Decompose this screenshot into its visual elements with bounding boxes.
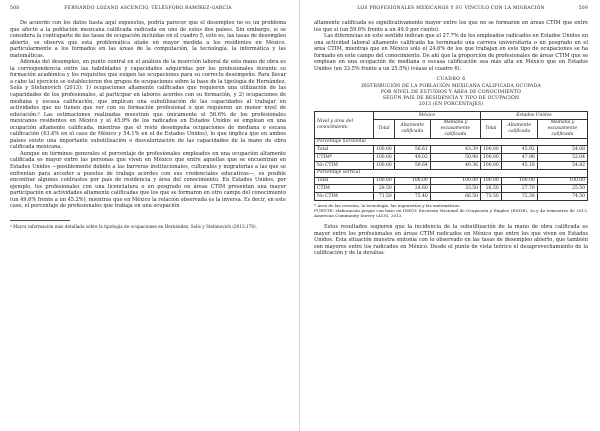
subheader-total: Total <box>374 119 395 138</box>
table-label: CUADRO 6 <box>436 77 466 83</box>
table-cell: 75.40 <box>394 193 430 201</box>
table-row <box>315 162 588 170</box>
row-label: Total <box>315 177 374 185</box>
table-cell: 28.50 <box>374 185 395 193</box>
row-label: Total <box>315 146 374 154</box>
stub-header: Nivel y área del conocimiento <box>315 111 374 138</box>
row-label: No CTIM <box>315 193 374 201</box>
right-page-number: 509 <box>578 6 588 11</box>
table-cell: 50.98 <box>430 154 480 162</box>
table-header-row <box>315 111 588 119</box>
country-header-mexico: México <box>374 111 481 119</box>
table-cell: 72.30 <box>501 193 537 201</box>
table-cell: 40.36 <box>430 162 480 170</box>
right-paragraph-2: Las diferencias en este sentido indican que el 27.7% de los empleados radicados en Estados Unidos en una actividad laboral altamente calificada ha terminado una carrera universitaria o un posgrado en el área CTIM, mientras que en México sólo el 24.6% de los que trabajan en este tipo de ocupaciones se ha formado en este campo del conocimiento. De ahí que la proporción de profesionales de áreas CTIM que se emplean en una ocupación de mediana o escasa calificación sea más alta en México que en Estados Unidos (un 33.5% frente a un 25.5%) (véase el cuadro 6). <box>314 33 588 72</box>
section-label: Porcentaje horizontal <box>315 138 588 146</box>
table-cell: 54.82 <box>537 162 587 170</box>
section-row <box>315 138 588 146</box>
left-running-head: FERNANDO LOZANO ASCENCIO, TELÉSFORO RAMÍREZ-GARCÍA <box>64 6 232 11</box>
table-cell: 100.00 <box>501 177 537 185</box>
table-row <box>315 185 588 193</box>
table-cell: 100.00 <box>394 177 430 185</box>
left-page-number: 508 <box>10 6 20 11</box>
data-table <box>314 111 588 201</box>
table-cell: 52.04 <box>537 154 587 162</box>
right-page <box>300 0 600 431</box>
table-cell: 100.00 <box>480 146 501 154</box>
table-row <box>315 177 588 185</box>
country-header-usa: Estados Unidos <box>480 111 587 119</box>
left-paragraph-2: Además del desempleo, un punto central en el análisis de la inserción laboral de esta mano de obra es la correspondencia entre las habilidades y capacidades adquiridas por los profesionales durante su formación académica y los requisitos que exigen las ocupaciones para su correcto desempeño. Para llevar a cabo tal ejercicio se establecieron dos grupos de ocupaciones sobre la base de la tipología de Hernández, Solís y Stefanovich (2013): 1) ocupaciones altamente calificadas que requieren una utilización de las capacidades de los profesionales, al participar en labores acordes con su formación, y 2) ocupaciones de mediana y escasa calificación, que implican una subutilización de las capacidades al trabajar en actividades que no tienen que ver con su formación profesional o que requieren un menor nivel de educación.⁸ Las estimaciones realizadas muestran que únicamente el 56.6% de los profesionales mexicanos residentes en México y el 45.9% de los radicados en Estados Unidos se emplean en una ocupación altamente calificada, mientras que el resto desempeña ocupaciones de mediana o escasa calificación (43.4% en el caso de México y 54.1% en el de Estados Unidos), lo que implica que en ambos países existe una importante subutilización o desvalorización de las capacidades de la mano de obra calificada mexicana. <box>10 59 286 151</box>
table-title-line: DISTRIBUCIÓN DE LA POBLACIÓN MEXICANA CALIFICADA OCUPADA <box>361 83 541 89</box>
table-cell: 100.00 <box>374 177 395 185</box>
right-header <box>314 6 588 20</box>
table-cell: 45.18 <box>501 162 537 170</box>
subheader-medium: Mediana y escasamente calificada <box>430 119 480 138</box>
subheader-high: Altamente calificada <box>394 119 430 138</box>
footnote: ⁸ Mayor información más detallada sobre la tipología de ocupaciones en Hernández, Solís y Stefanovich (2013:176). <box>10 223 257 229</box>
table-cell: 47.96 <box>501 154 537 162</box>
table-cell: 100.00 <box>480 162 501 170</box>
subheader-total: Total <box>480 119 501 138</box>
subheader-medium: Mediana y escasamente calificada <box>537 119 587 138</box>
table-cell: 49.02 <box>394 154 430 162</box>
table-cell: 100.00 <box>374 154 395 162</box>
table-cell: 100.00 <box>374 162 395 170</box>
row-label: CTIM <box>315 185 374 193</box>
table-cell: 56.61 <box>394 146 430 154</box>
table-row <box>315 154 588 162</box>
table-title-line: SEGÚN PAÍS DE RESIDENCIA Y TIPO DE OCUPACIÓN <box>382 95 520 101</box>
table-cell: 73.50 <box>480 193 501 201</box>
left-paragraph-3: Aunque en términos generales el porcentaje de profesionales empleados en una ocupación altamente calificada es mayor entre las personas que viven en México que entre aquellas que se encuentran en Estados Unidos —posiblemente debido a las barreras institucionales, culturales y migratorias a las que se enfrentan para acceder a puestos de trabajo acordes con sus credenciales educativas—, es posible encontrar algunos contrastes por país de residencia y área del conocimiento. En Estados Unidos, por ejemplo, los profesionales con una licenciatura o un posgrado en áreas CTIM presentan una mayor participación en actividades altamente calificadas que los que se formaron en otro campo del conocimiento (un 49.6% frente a un 45.2%), mientras que en México la relación observada es la inversa. Es decir, en este caso, el porcentaje de profesionales que trabaja en una ocupación <box>10 150 286 210</box>
table-note-source: FUENTE: elaboración propia con base en INEGI: Encuesta Nacional de Ocupación y Empleo (ENOE), 3a y 4o trimestres de 2013, American Community Survey (ACS), 2013. <box>314 208 588 219</box>
table-cell: 27.70 <box>501 185 537 193</box>
subheader-high: Altamente calificada <box>501 119 537 138</box>
table-notes <box>314 203 588 218</box>
table-cell: 100.00 <box>480 177 501 185</box>
right-paragraph-3: Estos resultados sugieren que la incidencia de la subutilización de la mano de obra calificada es mayor entre los profesionales en áreas CTIM radicados en México que entre los que viven en Estados Unidos. Esta situación muestra sintonía con lo observado en las tasas de desempleo abierto, que también son mayores entre los radicados en México. Desde el punto de vista teórico el desaprovechamiento de la calificación y de la devalua- <box>314 224 588 257</box>
right-paragraph-1: altamente calificada es significativamente mayor entre los que no se formaron en áreas CTIM que entre los que sí (un 59.6% frente a un 49.0 por ciento). <box>314 20 588 33</box>
table-title-line: 2013 (EN PORCENTAJES) <box>418 101 484 107</box>
table-cell: 26.50 <box>480 185 501 193</box>
table-cell: 54.08 <box>537 146 587 154</box>
section-row <box>315 169 588 177</box>
row-label: CTIM* <box>315 154 374 162</box>
table-row <box>315 193 588 201</box>
table-cell: 100.00 <box>480 154 501 162</box>
right-running-head: LOS PROFESIONALES MEXICANOS Y SU VÍNCULO CON LA MIGRACIÓN <box>357 6 545 11</box>
table-cell: 25.50 <box>537 185 587 193</box>
table-title-line: POR NIVEL DE ESTUDIOS Y ÁREA DE CONOCIMIENTO <box>380 89 522 95</box>
table-cell: 71.50 <box>374 193 395 201</box>
left-paragraph-1: De acuerdo con los datos hasta aquí expuestos, podría parecer que el desempleo no es un problema que afecte a la población mexicana calificada radicada en uno de estos dos países. Sin embargo, si se considera la contraparte de las tasas de ocupación incluidas en el cuadro 5, esto es, las tasas de desempleo abierto, se observa que esta problemática atañe en mayor medida a los residentes en México, particularmente a los formados en las áreas de la computación, la tecnología, la informática y las matemáticas. <box>10 20 286 59</box>
table-caption <box>314 77 588 108</box>
table-cell: 59.64 <box>394 162 430 170</box>
table-cell: 74.50 <box>537 193 587 201</box>
table-cell: 100.00 <box>430 177 480 185</box>
table-cell: 66.50 <box>430 193 480 201</box>
left-header <box>10 6 286 20</box>
table-cell: 100.00 <box>537 177 587 185</box>
table-cell: 43.39 <box>430 146 480 154</box>
table-cell: 24.60 <box>394 185 430 193</box>
row-label: No CTIM <box>315 162 374 170</box>
table-cell: 33.50 <box>430 185 480 193</box>
table-note-ctim: * Área de las ciencias, la tecnología, las ingenierías y las matemáticas. <box>314 202 461 208</box>
table-cell: 45.92 <box>501 146 537 154</box>
table-cell: 100.00 <box>374 146 395 154</box>
table-row <box>315 146 588 154</box>
footnote-rule <box>10 220 70 221</box>
section-label: Porcentaje vertical <box>315 169 588 177</box>
